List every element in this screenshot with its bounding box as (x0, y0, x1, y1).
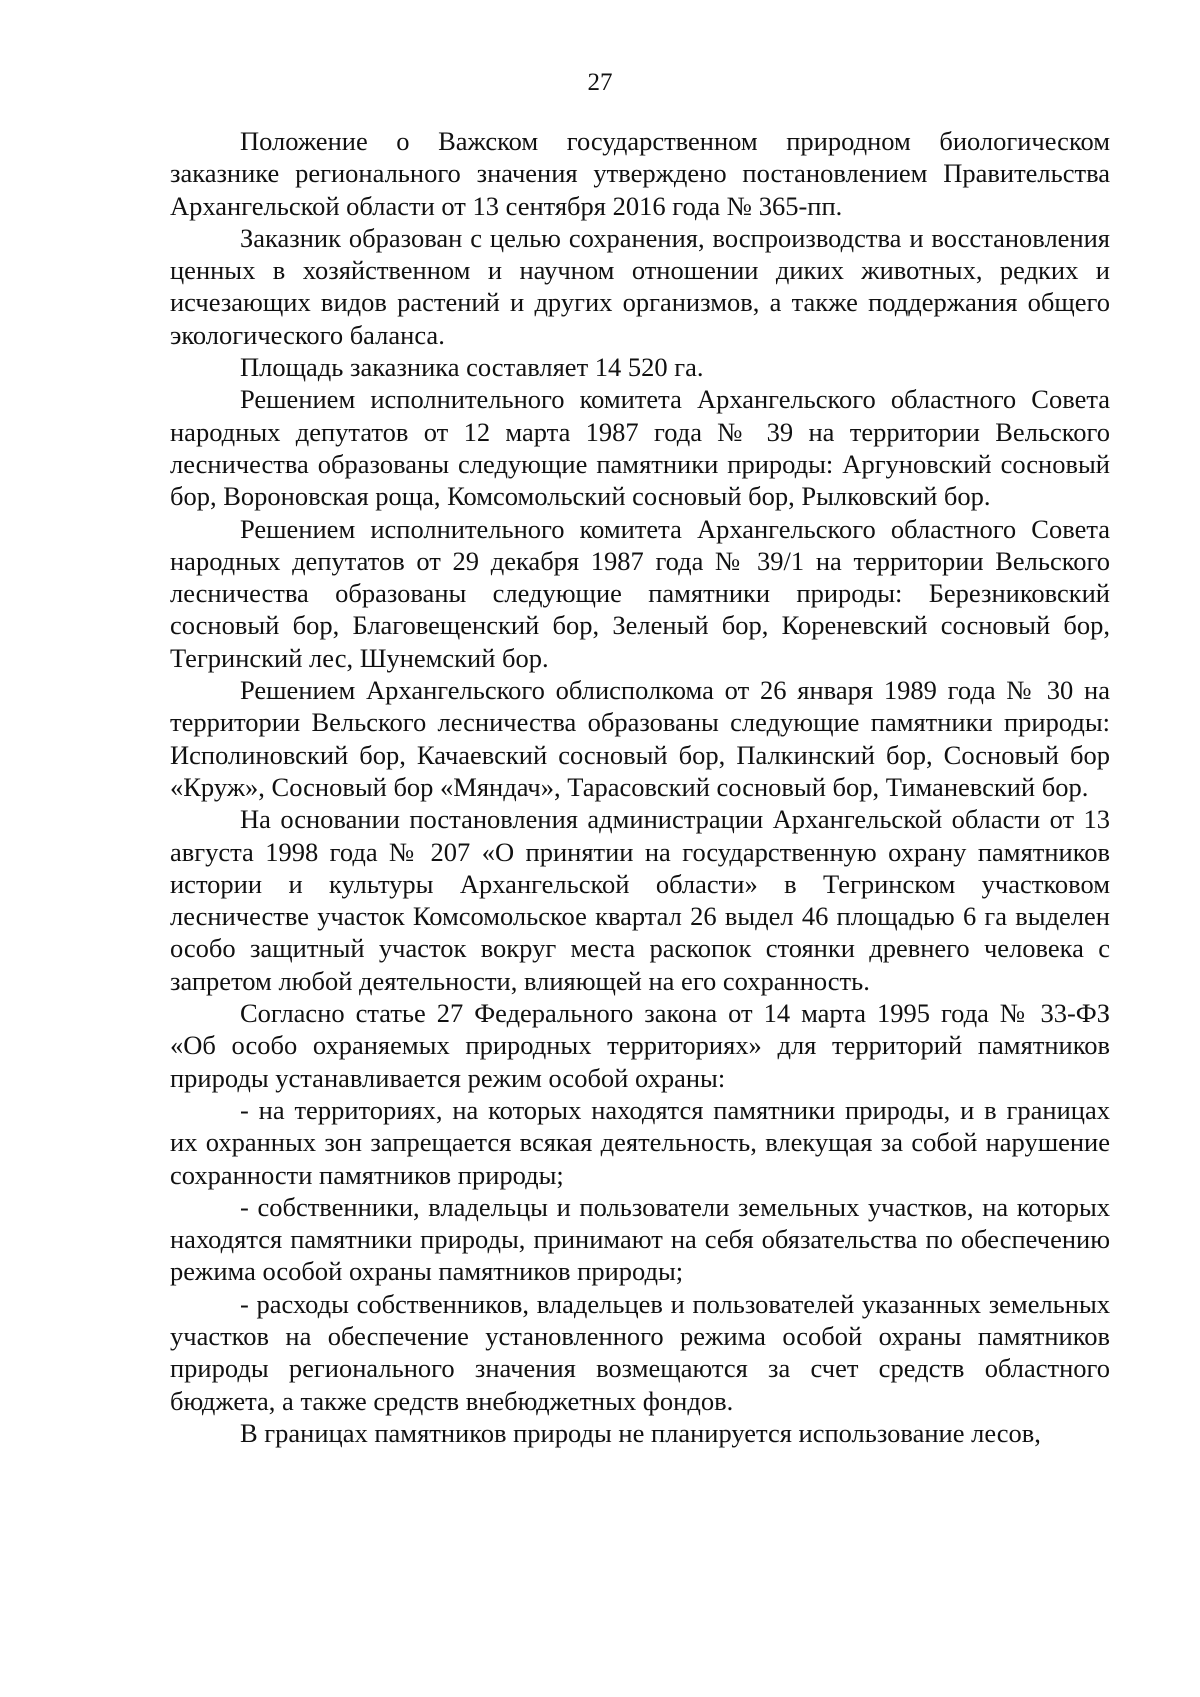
paragraph-decree-1998: На основании постановления администрации Архангельской области от 13 августа 1998 года № 207 «О принятии на государственную охрану памятников истории и культуры Архангельской области» в Тегринском участковом лесничестве участок Комсомольское квартал 26 выдел 46 площадью 6 га выделен особо защитный участок вокруг места раскопок стоянки древнего человека с запретом любой деятельности, влияющей на его сохранность. (170, 804, 1110, 996)
paragraph-decision-1989: Решением Архангельского облисполкома от 26 января 1989 года № 30 на территории Вельского лесничества образованы следующие памятники природы: Исполиновский бор, Качаевский сосновый бор, Палкинский бор, Сосновый бор «Круж», Сосновый бор «Мяндач», Тарасовский сосновый бор, Тиманевский бор. (170, 675, 1110, 802)
paragraph-regulation: Положение о Важском государственном природном биологическом заказнике регионального значения утверждено постановлением Правительства Архангельской области от 13 сентября 2016 года № 365-пп. (170, 126, 1110, 221)
paragraph-federal-law: Согласно статье 27 Федерального закона от 14 марта 1995 года № 33-ФЗ «Об особо охраняемых природных территориях» для территорий памятников природы устанавливается режим особой охраны: (170, 998, 1110, 1093)
list-item-owner-obligations: - собственники, владельцы и пользователи земельных участков, на которых находятся памятники природы, принимают на себя обязательства по обеспечению режима особой охраны памятников природы; (170, 1191, 1110, 1287)
paragraph-area: Площадь заказника составляет 14 520 га. (240, 352, 704, 383)
paragraph-forest-use: В границах памятников природы не планируется использование лесов, (240, 1417, 1041, 1448)
paragraph-decision-1987-december: Решением исполнительного комитета Архангельского областного Совета народных депутатов от 29 декабря 1987 года № 39/1 на территории Вельского лесничества образованы следующие памятники природы: Березниковский сосновый бор, Благовещенский бор, Зеленый бор, Кореневский сосновый бор, Тегринский лес, Шунемский бор. (170, 513, 1110, 673)
paragraph-purpose: Заказник образован с целью сохранения, воспроизводства и восстановления ценных в хозяйственном и научном отношении диких животных, редких и исчезающих видов растений и других организмов, а также поддержания общего экологического баланса. (170, 222, 1110, 350)
document-body (170, 125, 1110, 1449)
paragraph-decision-1987-march: Решением исполнительного комитета Архангельского областного Совета народных депутатов от 12 марта 1987 года № 39 на территории Вельского лесничества образованы следующие памятники природы: Аргуновский сосновый бор, Вороновская роща, Комсомольский сосновый бор, Рылковский бор. (170, 384, 1110, 512)
page-number: 27 (587, 69, 613, 96)
list-item-expenses: - расходы собственников, владельцев и пользователей указанных земельных участков на обеспечение установленного режима особой охраны памятников природы регионального значения возмещаются за счет средств областного бюджета, а также средств внебюджетных фондов. (170, 1288, 1110, 1416)
list-item-prohibition: - на территориях, на которых находятся памятники природы, и в границах их охранных зон запрещается всякая деятельность, влекущая за собой нарушение сохранности памятников природы; (170, 1094, 1110, 1190)
